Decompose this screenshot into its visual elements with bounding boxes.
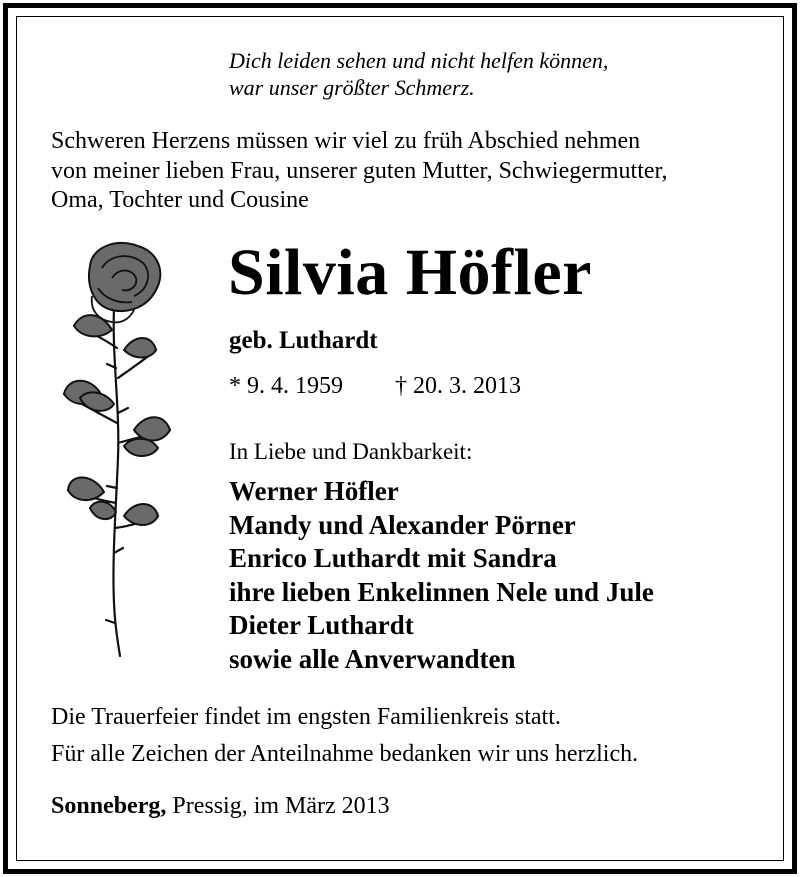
place-rest: Pressig, im März 2013 — [166, 793, 390, 819]
birth-date: * 9. 4. 1959 — [229, 373, 343, 399]
mourner: ihre lieben Enkelinnen Nele und Jule — [229, 576, 654, 607]
intro-line-2: von meiner lieben Frau, unserer guten Mutter, Schwiegermutter, — [51, 157, 668, 184]
mourner: Werner Höfler — [229, 476, 399, 506]
mourners-list — [229, 475, 654, 676]
deceased-name: Silvia Höfler — [228, 236, 592, 309]
life-dates — [229, 373, 521, 400]
mourner: sowie alle Anverwandten — [229, 643, 516, 674]
intro-text — [51, 127, 668, 216]
death-date: † 20. 3. 2013 — [395, 373, 521, 399]
mourner: Enrico Luthardt mit Sandra — [229, 543, 557, 573]
mourner: Mandy und Alexander Pörner — [229, 509, 576, 540]
motto — [229, 47, 608, 101]
intro-line-3: Oma, Tochter und Cousine — [51, 187, 309, 213]
gratitude-note: Für alle Zeichen der Anteilnahme bedanken wir uns herzlich. — [51, 741, 639, 767]
motto-line-1: Dich leiden sehen und nicht helfen können, — [229, 48, 609, 73]
service-note: Die Trauerfeier findet im engsten Familienkreis statt. — [51, 704, 561, 730]
place-town: Sonneberg, — [51, 793, 167, 819]
intro-line-1: Schweren Herzens müssen wir viel zu früh Abschied nehmen — [51, 128, 641, 154]
motto-line-2: war unser größter Schmerz. — [229, 75, 475, 100]
place-date — [51, 793, 390, 820]
thanks-line: In Liebe und Dankbarkeit: — [229, 439, 473, 464]
mourner: Dieter Luthardt — [229, 610, 414, 640]
birth-name: geb. Luthardt — [229, 327, 378, 354]
rose-icon — [52, 238, 182, 668]
